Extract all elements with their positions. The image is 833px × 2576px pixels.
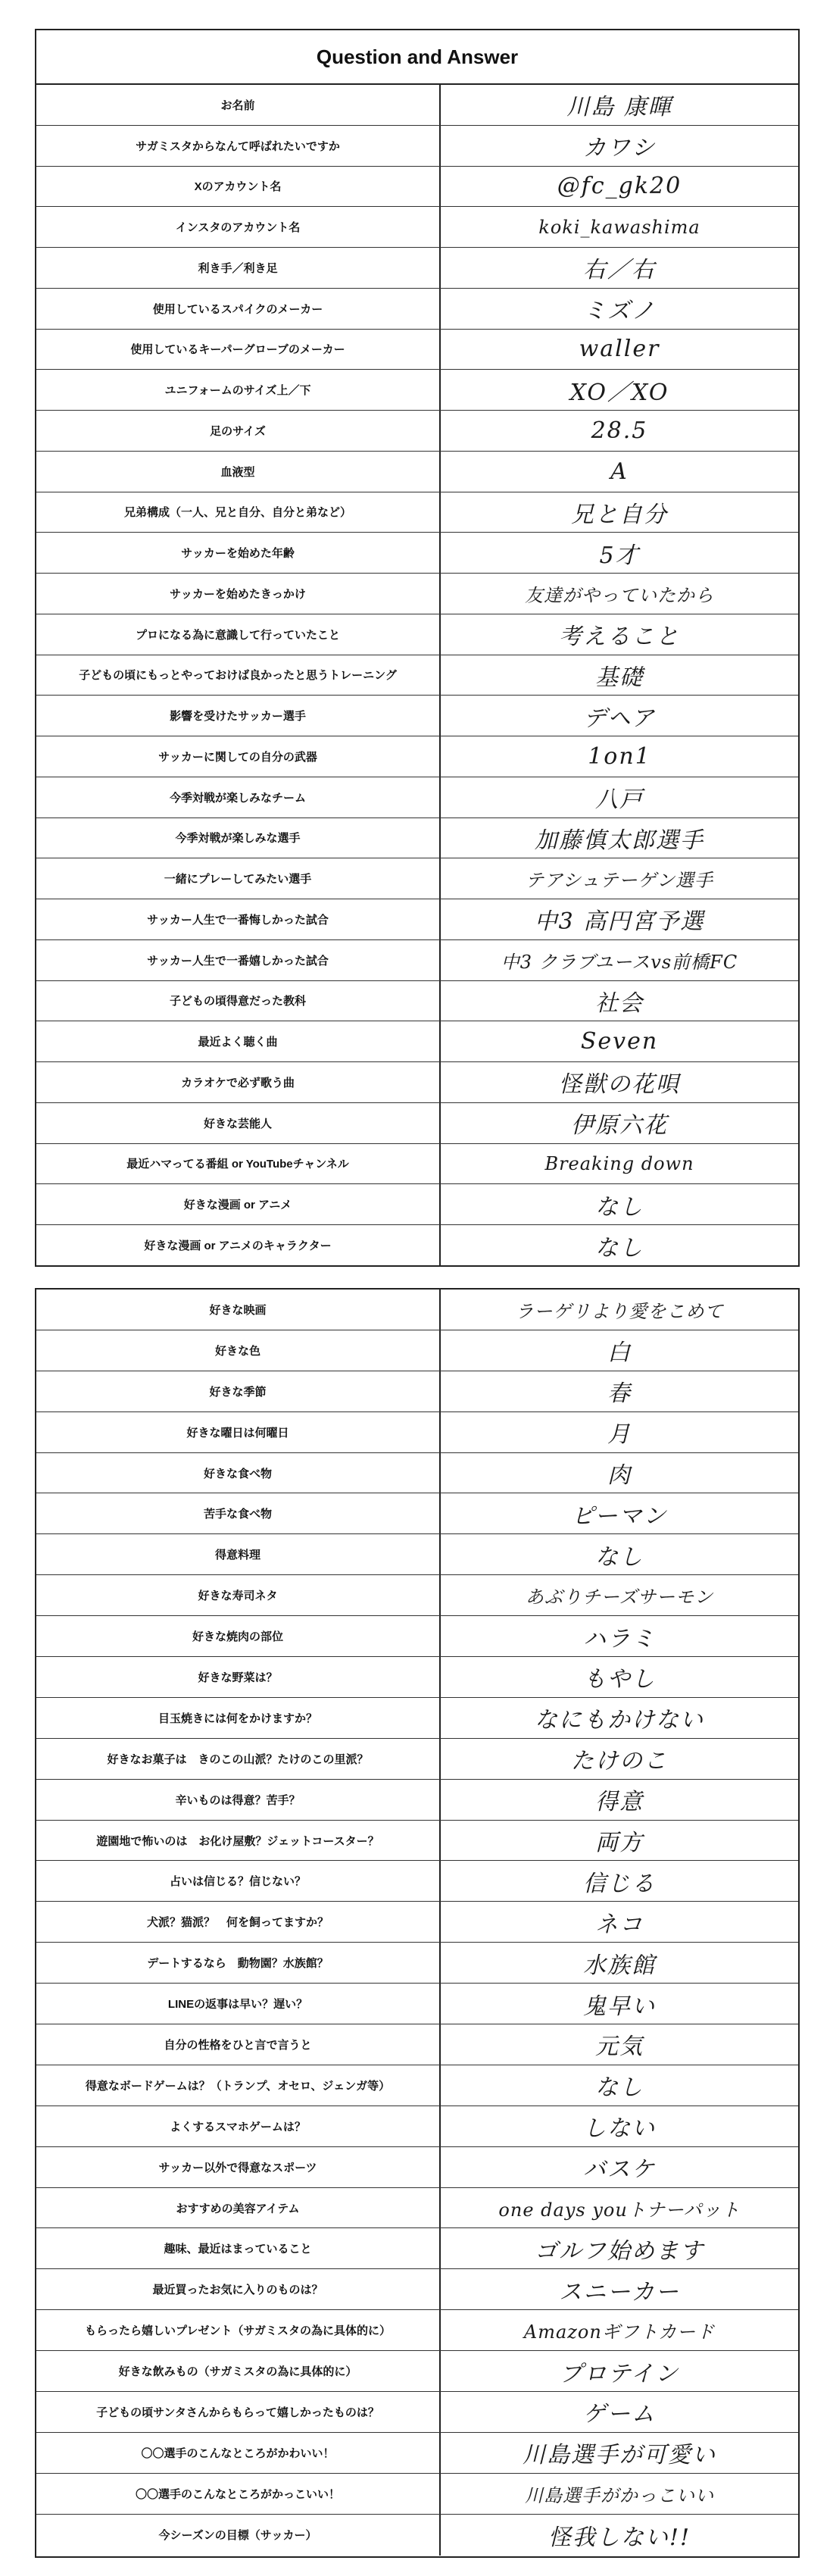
answer-cell: 川島選手が可愛い <box>523 2442 716 2469</box>
answer-cell: Breaking down <box>544 1152 694 1174</box>
question-cell: 得意なボードゲームは？（トランプ、オセロ、ジェンガ等） <box>36 2065 441 2106</box>
answer-cell: 川島 康暉 <box>566 94 672 121</box>
question-cell: デートするなら 動物園？水族館？ <box>36 1943 441 1983</box>
question-cell: 好きな寿司ネタ <box>36 1575 441 1615</box>
question-cell: おすすめの美容アイテム <box>36 2188 441 2228</box>
answer-cell: 鬼早い <box>583 1993 656 2020</box>
qa-row <box>36 1698 798 1739</box>
question-cell: 好きな芸能人 <box>36 1103 441 1143</box>
question-cell: 好きな食べ物 <box>36 1453 441 1493</box>
qa-row <box>36 1371 798 1412</box>
qa-row <box>36 574 798 614</box>
qa-row <box>36 2515 798 2556</box>
answer-cell: 基礎 <box>595 664 644 691</box>
question-cell: プロになる為に意識して行っていたこと <box>36 614 441 655</box>
qa-row <box>36 1861 798 1902</box>
qa-table-part2 <box>36 1290 798 2556</box>
question-cell: 趣味、最近はまっていること <box>36 2228 441 2268</box>
qa-row <box>36 1616 798 1657</box>
question-cell: 一緒にプレーしてみたい選手 <box>36 858 441 899</box>
question-cell: 子どもの頃サンタさんからもらって嬉しかったものは？ <box>36 2392 441 2432</box>
qa-row <box>36 2188 798 2229</box>
answer-cell: なし <box>595 1193 644 1221</box>
answer-cell: 加藤慎太郎選手 <box>535 827 704 854</box>
answer-cell: ハラミ <box>583 1625 656 1652</box>
answer-cell: ミズノ <box>583 298 656 325</box>
qa-row <box>36 1575 798 1616</box>
question-cell: 得意料理 <box>36 1534 441 1574</box>
question-cell: 兄弟構成（一人、兄と自分、自分と弟など） <box>36 492 441 533</box>
qa-row <box>36 289 798 330</box>
qa-row <box>36 2474 798 2515</box>
qa-row <box>36 2310 798 2351</box>
answer-cell: waller <box>579 336 660 363</box>
question-cell: 子どもの頃得意だった教科 <box>36 981 441 1021</box>
answer-cell: koki_kawashima <box>538 216 700 238</box>
answer-cell: ゲーム <box>583 2401 656 2428</box>
qa-row <box>36 1657 798 1698</box>
qa-sheet-part2 <box>35 1288 800 2558</box>
answer-cell: XO／XO <box>569 379 669 406</box>
qa-row <box>36 1534 798 1575</box>
answer-cell: 中3 高円宮予選 <box>534 908 705 936</box>
question-cell: 使用しているキーパーグローブのメーカー <box>36 330 441 370</box>
answer-cell: 友達がやっていたから <box>525 584 714 606</box>
answer-cell: スニーカー <box>559 2278 680 2306</box>
question-cell: 自分の性格をひと言で言うと <box>36 2024 441 2065</box>
question-cell: 好きな季節 <box>36 1371 441 1411</box>
qa-table-part1 <box>36 85 798 1266</box>
question-cell: 好きな野菜は？ <box>36 1657 441 1697</box>
answer-cell: 兄と自分 <box>571 501 668 528</box>
answer-cell: 水族館 <box>583 1952 656 1979</box>
qa-row <box>36 533 798 574</box>
qa-row <box>36 1821 798 1862</box>
qa-row <box>36 818 798 859</box>
qa-row <box>36 736 798 777</box>
question-cell: よくするスマホゲームは？ <box>36 2106 441 2146</box>
answer-cell: 得意 <box>595 1789 644 1816</box>
question-cell: LINEの返事は早い？遅い？ <box>36 1984 441 2024</box>
question-cell: 使用しているスパイクのメーカー <box>36 289 441 329</box>
question-cell: お名前 <box>36 85 441 125</box>
question-cell: サッカー人生で一番悔しかった試合 <box>36 899 441 939</box>
answer-cell: 怪獣の花唄 <box>559 1071 680 1099</box>
qa-row <box>36 1330 798 1371</box>
answer-cell: あぶりチーズサーモン <box>525 1587 714 1608</box>
qa-row <box>36 2106 798 2147</box>
answer-cell: A <box>610 458 629 485</box>
question-cell: 子どもの頃にもっとやっておけば良かったと思うトレーニング <box>36 655 441 696</box>
question-cell: 今季対戦が楽しみな選手 <box>36 818 441 858</box>
qa-row <box>36 2392 798 2433</box>
answer-cell: Seven <box>580 1028 659 1055</box>
question-cell: サガミスタからなんて呼ばれたいですか <box>36 126 441 166</box>
qa-row <box>36 1984 798 2024</box>
answer-cell: 考えること <box>559 624 680 651</box>
answer-cell: 1on1 <box>588 742 651 770</box>
question-cell: 占いは信じる？信じない？ <box>36 1861 441 1901</box>
question-cell: 好きな漫画 or アニメ <box>36 1184 441 1224</box>
answer-cell: one days youトナーパット <box>498 2199 741 2221</box>
question-cell: 好きな色 <box>36 1330 441 1371</box>
answer-cell: たけのこ <box>571 1748 668 1775</box>
qa-row <box>36 1493 798 1534</box>
question-cell: 血液型 <box>36 452 441 492</box>
question-cell: もらったら嬉しいプレゼント（サガミスタの為に具体的に） <box>36 2310 441 2350</box>
qa-row <box>36 1780 798 1821</box>
answer-cell: ゴルフ始めます <box>535 2237 704 2265</box>
question-cell: 苦手な食べ物 <box>36 1493 441 1533</box>
question-cell: 好きな漫画 or アニメのキャラクター <box>36 1225 441 1266</box>
question-cell: 〇〇選手のこんなところがかっこいい！ <box>36 2474 441 2514</box>
answer-cell: 28.5 <box>591 417 648 444</box>
qa-row <box>36 899 798 940</box>
qa-row <box>36 2228 798 2269</box>
question-cell: サッカー人生で一番嬉しかった試合 <box>36 940 441 980</box>
qa-row <box>36 858 798 899</box>
answer-cell: なし <box>595 2074 644 2102</box>
question-cell: 影響を受けたサッカー選手 <box>36 696 441 736</box>
answer-cell: 伊原六花 <box>571 1112 668 1140</box>
qa-row <box>36 370 798 411</box>
qa-row <box>36 940 798 981</box>
qa-row <box>36 1021 798 1062</box>
answer-cell: テアシュテーゲン選手 <box>525 870 714 892</box>
question-cell: 辛いものは得意？苦手？ <box>36 1780 441 1820</box>
qa-row <box>36 248 798 289</box>
question-cell: 好きな曜日は何曜日 <box>36 1412 441 1452</box>
question-cell: 犬派？猫派？ 何を飼ってますか？ <box>36 1902 441 1942</box>
qa-row <box>36 126 798 167</box>
qa-row <box>36 452 798 492</box>
qa-row <box>36 1902 798 1943</box>
answer-cell: 中3 クラブユースvs前橋FC <box>501 951 738 973</box>
answer-cell: もやし <box>583 1666 656 1693</box>
qa-row <box>36 696 798 736</box>
qa-row <box>36 1739 798 1780</box>
qa-row <box>36 1225 798 1266</box>
answer-cell: なにもかけない <box>535 1707 704 1734</box>
question-cell: 利き手／利き足 <box>36 248 441 288</box>
question-cell: 足のサイズ <box>36 411 441 451</box>
question-cell: 好きな飲みもの（サガミスタの為に具体的に） <box>36 2351 441 2391</box>
question-cell: 目玉焼きには何をかけますか？ <box>36 1698 441 1738</box>
answer-cell: 肉 <box>607 1462 632 1489</box>
answer-cell: 怪我しない!! <box>548 2524 691 2551</box>
answer-cell: 信じる <box>583 1870 656 1897</box>
qa-row <box>36 777 798 818</box>
qa-row <box>36 207 798 248</box>
question-cell: 好きな映画 <box>36 1290 441 1330</box>
answer-cell: カワシ <box>583 135 656 162</box>
qa-row <box>36 330 798 370</box>
answer-cell: @fc_gk20 <box>557 173 682 200</box>
qa-row <box>36 1144 798 1185</box>
answer-cell: しない <box>583 2115 656 2143</box>
answer-cell: ラーゲリより愛をこめて <box>515 1300 724 1322</box>
qa-row <box>36 2024 798 2065</box>
qa-row <box>36 2269 798 2310</box>
answer-cell: Amazonギフトカード <box>523 2321 716 2343</box>
question-cell: 最近よく聴く曲 <box>36 1021 441 1061</box>
answer-cell: なし <box>595 1234 644 1261</box>
qa-row <box>36 1290 798 1330</box>
qa-row <box>36 1453 798 1494</box>
question-cell: 好きな焼肉の部位 <box>36 1616 441 1656</box>
question-cell: 遊園地で怖いのは お化け屋敷？ジェットコースター？ <box>36 1821 441 1861</box>
answer-cell: 白 <box>607 1340 632 1367</box>
question-cell: ユニフォームのサイズ上／下 <box>36 370 441 410</box>
sheet-title: Question and Answer <box>36 30 798 85</box>
answer-cell: ピーマン <box>571 1502 668 1530</box>
answer-cell: 月 <box>607 1421 632 1449</box>
answer-cell: 5才 <box>599 542 640 569</box>
qa-row <box>36 492 798 533</box>
answer-cell: 八戸 <box>595 786 644 814</box>
qa-row <box>36 2433 798 2474</box>
question-cell: カラオケで必ず歌う曲 <box>36 1062 441 1102</box>
question-cell: インスタのアカウント名 <box>36 207 441 247</box>
question-cell: サッカーを始めたきっかけ <box>36 574 441 614</box>
answer-cell: ネコ <box>595 1911 644 1938</box>
qa-row <box>36 2065 798 2106</box>
qa-row <box>36 167 798 208</box>
question-cell: 今シーズンの目標（サッカー） <box>36 2515 441 2556</box>
question-cell: サッカーを始めた年齢 <box>36 533 441 573</box>
qa-row <box>36 2147 798 2188</box>
answer-cell: 両方 <box>595 1830 644 1857</box>
qa-row <box>36 411 798 452</box>
answer-cell: 元気 <box>595 2034 644 2061</box>
qa-row <box>36 1103 798 1144</box>
question-cell: サッカーに関しての自分の武器 <box>36 736 441 777</box>
qa-row <box>36 1062 798 1103</box>
answer-cell: 川島選手がかっこいい <box>525 2484 714 2506</box>
qa-row <box>36 655 798 696</box>
answer-cell: 社会 <box>595 989 644 1017</box>
qa-row <box>36 2351 798 2392</box>
qa-row <box>36 1184 798 1225</box>
answer-cell: デヘア <box>583 705 656 732</box>
question-cell: サッカー以外で得意なスポーツ <box>36 2147 441 2187</box>
question-cell: 最近ハマってる番組 or YouTubeチャンネル <box>36 1144 441 1184</box>
qa-row <box>36 981 798 1022</box>
question-cell: 好きなお菓子は きのこの山派？たけのこの里派？ <box>36 1739 441 1779</box>
qa-sheet-part1 <box>35 29 800 1267</box>
qa-row <box>36 85 798 126</box>
answer-cell: なし <box>595 1543 644 1571</box>
qa-row <box>36 1943 798 1984</box>
answer-cell: 右／右 <box>583 257 656 284</box>
question-cell: 〇〇選手のこんなところがかわいい！ <box>36 2433 441 2473</box>
answer-cell: バスケ <box>583 2156 656 2184</box>
question-cell: 最近買ったお気に入りのものは？ <box>36 2269 441 2309</box>
qa-row <box>36 1412 798 1453</box>
qa-row <box>36 614 798 655</box>
answer-cell: プロテイン <box>560 2360 679 2387</box>
question-cell: Xのアカウント名 <box>36 167 441 207</box>
question-cell: 今季対戦が楽しみなチーム <box>36 777 441 818</box>
answer-cell: 春 <box>607 1380 632 1408</box>
